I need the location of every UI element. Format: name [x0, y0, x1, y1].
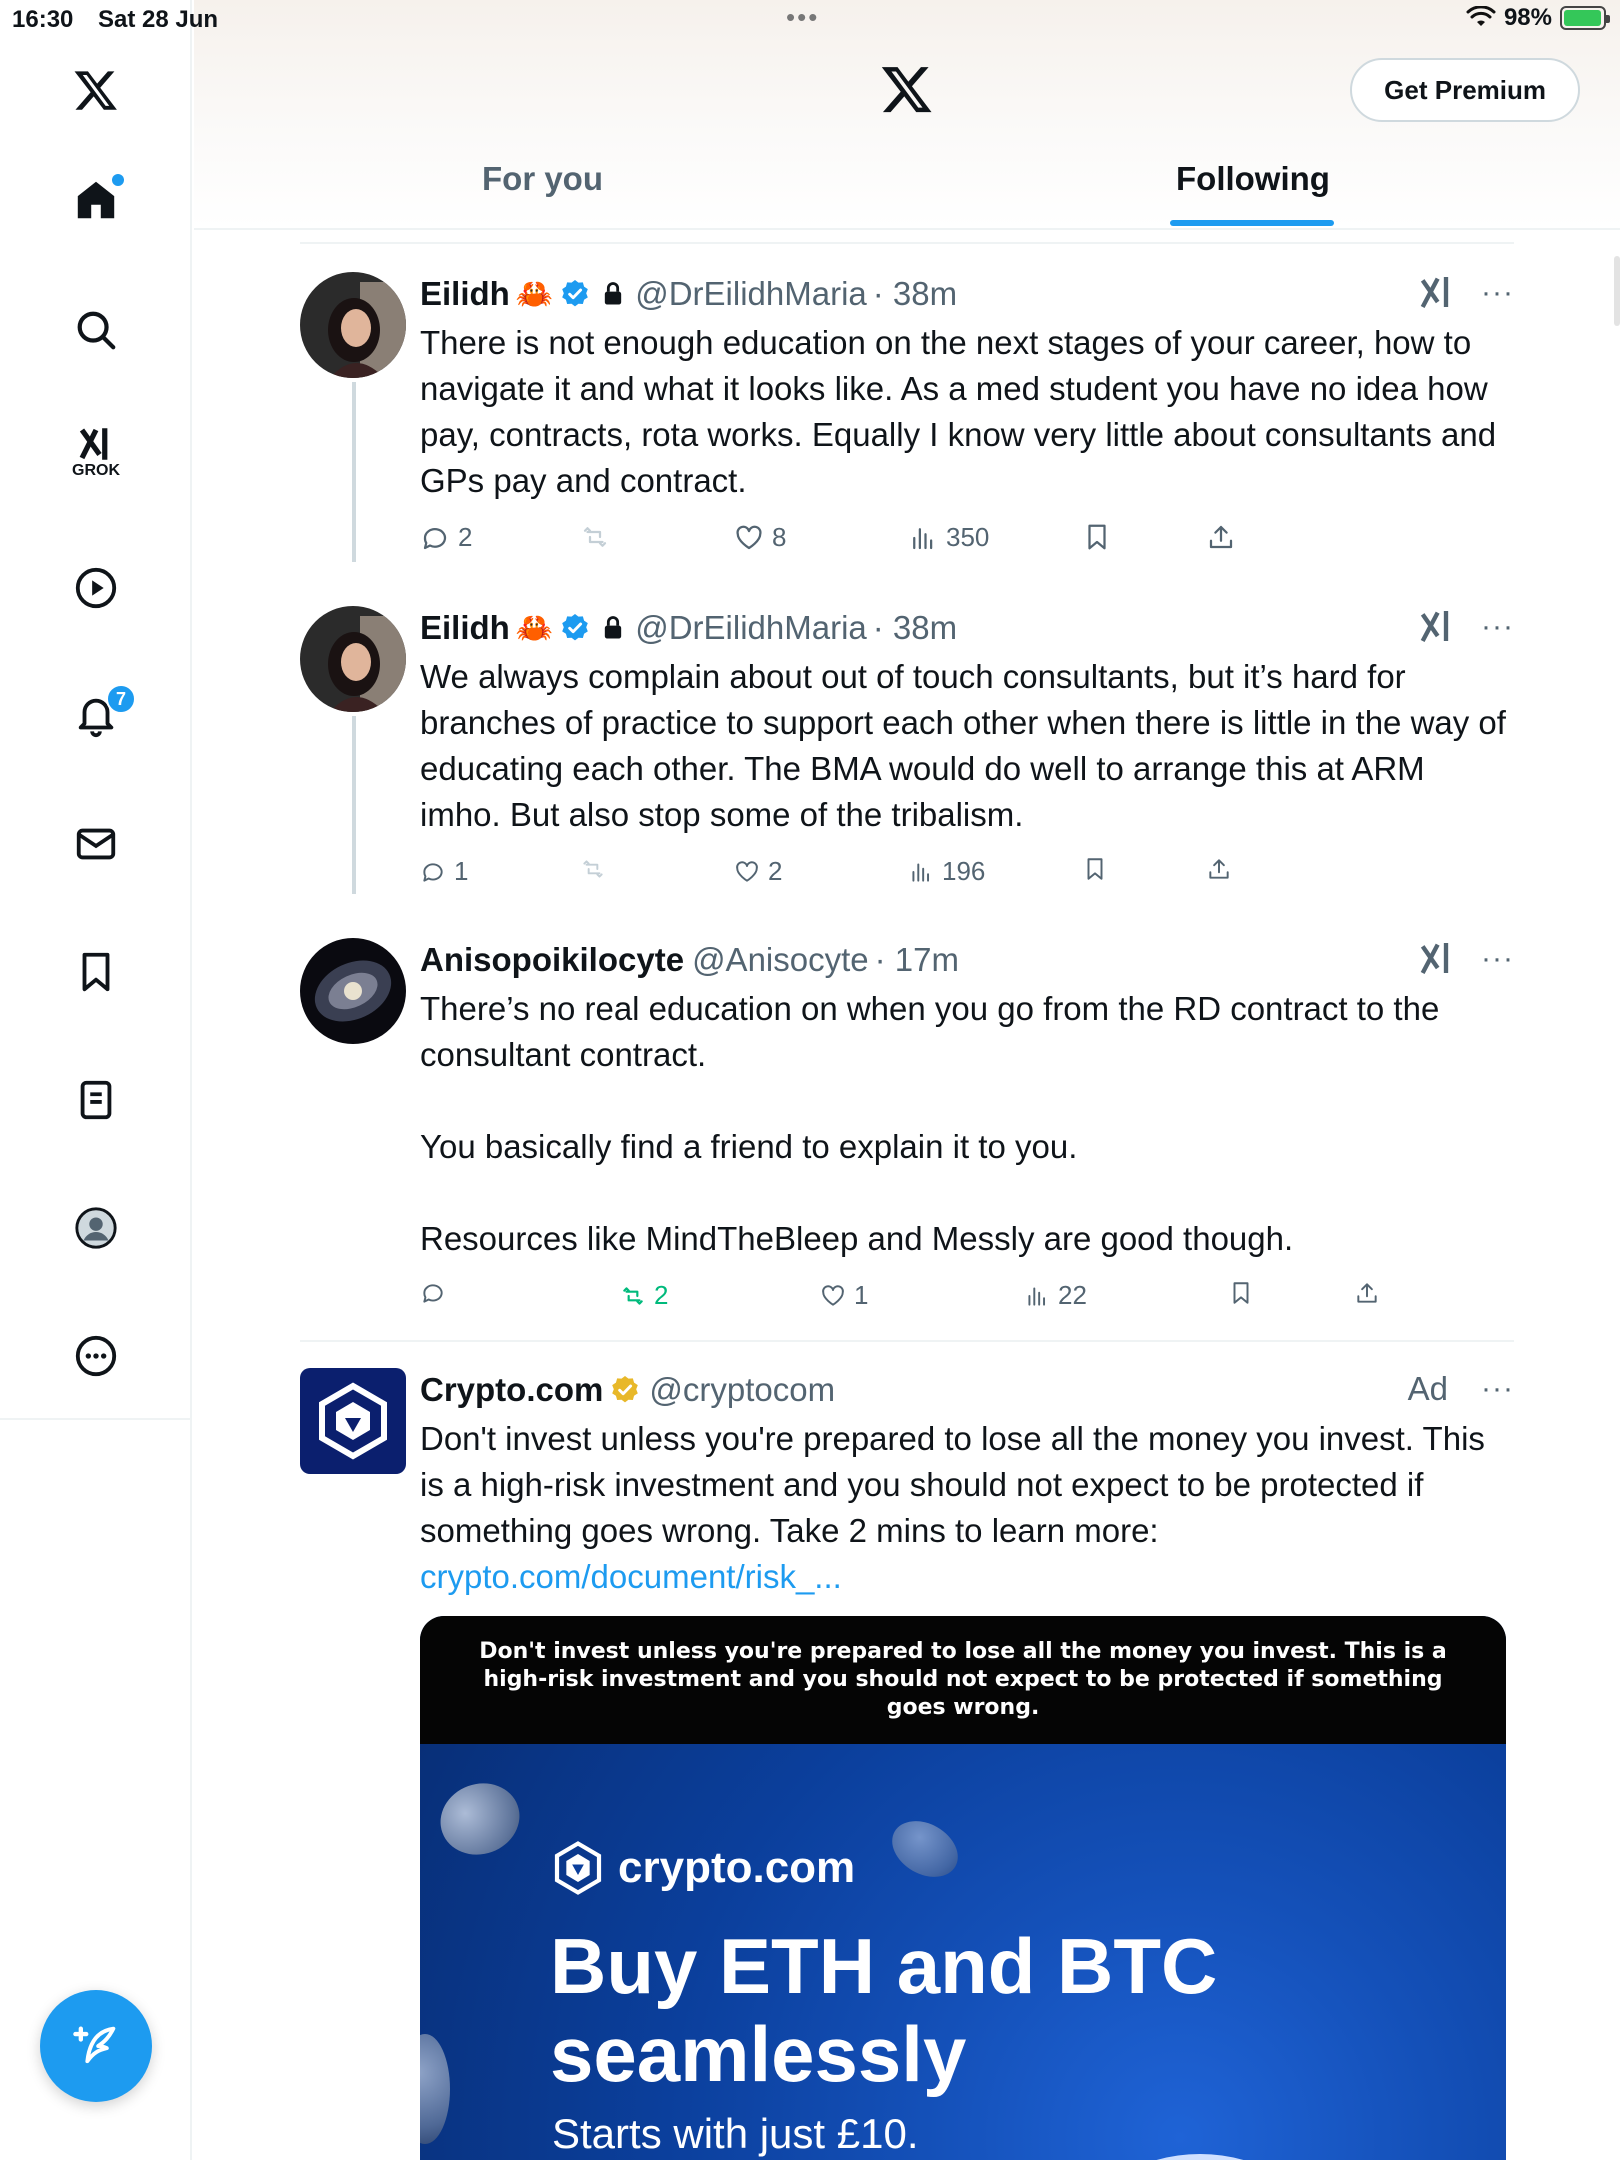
repost-icon [620, 1283, 646, 1309]
share-button[interactable] [1206, 856, 1232, 882]
like-count: 2 [768, 856, 783, 886]
repost-button[interactable] [580, 522, 610, 552]
author-handle[interactable]: @cryptocom [649, 1371, 836, 1408]
like-count: 8 [772, 522, 787, 552]
feed-divider [300, 1340, 1514, 1342]
decorative-coin [420, 2034, 450, 2144]
more-options-icon[interactable]: ··· [1481, 1372, 1514, 1405]
ad-subline: Starts with just £10. [552, 2110, 919, 2157]
post-time[interactable]: · 38m [872, 275, 958, 312]
like-heart-icon [734, 859, 760, 885]
ad-brand [550, 1840, 855, 1896]
reply-button[interactable] [420, 522, 472, 553]
post-time[interactable]: · 17m [874, 941, 959, 978]
share-button[interactable] [1354, 1280, 1380, 1306]
author-emoji: 🦀 [515, 277, 554, 311]
eth-coin-graphic [1040, 2154, 1360, 2160]
get-premium-button[interactable]: Get Premium [1350, 58, 1580, 122]
tweet-actions [420, 1270, 1514, 1330]
x-logo-icon[interactable] [70, 64, 122, 116]
views-button[interactable] [908, 522, 989, 553]
video-play-icon[interactable] [70, 562, 122, 614]
status-time: 16:30 [12, 6, 74, 33]
messages-envelope-icon[interactable] [70, 818, 122, 870]
ad-creative-card[interactable] [420, 1616, 1506, 2160]
repost-count: 2 [654, 1280, 669, 1310]
author-name[interactable]: Crypto.com [420, 1371, 604, 1408]
tweet-text: There is not enough education on the next stages of your career, how to navigate it and what it looks like. As a med student you have no idea how pay, contracts, rota works. Equally I know very little about consultants and GPs pay and contract. [420, 324, 1497, 499]
crypto-com-logo-icon [550, 1840, 606, 1896]
timeline-feed [194, 232, 1620, 2160]
ad-link[interactable]: crypto.com/document/risk_... [420, 1558, 842, 1595]
repost-icon [580, 522, 610, 552]
decorative-coin [430, 1772, 529, 1865]
grok-icon[interactable] [70, 426, 122, 478]
home-icon[interactable] [70, 174, 122, 226]
view-count: 196 [942, 856, 986, 886]
repost-icon [580, 856, 606, 882]
more-options-icon[interactable]: ··· [1481, 610, 1514, 643]
bookmark-button[interactable] [1082, 856, 1108, 882]
share-upload-icon [1354, 1280, 1380, 1306]
avatar[interactable] [300, 938, 406, 1044]
reply-icon [420, 1280, 446, 1306]
like-button[interactable] [734, 522, 786, 553]
tweet-header [420, 272, 1514, 316]
tweet-text: We always complain about out of touch consultants, but it’s hard for branches of practice to support each other when there is little in the way of educating each other. The BMA would do well to arrange this at ARM imho. But also stop some of the tribalism. [420, 658, 1506, 833]
verified-gold-badge-icon [609, 1374, 641, 1406]
scrollbar[interactable] [1614, 256, 1620, 326]
ad-label: Ad [1407, 1370, 1448, 1407]
home-unread-dot [112, 174, 124, 186]
x-header-logo-icon[interactable] [880, 62, 934, 116]
grok-explain-icon[interactable] [1416, 606, 1456, 646]
reply-icon [420, 859, 446, 885]
views-chart-icon [908, 523, 938, 553]
multitask-dots-icon[interactable]: ••• [786, 2, 820, 32]
bookmark-icon [1082, 856, 1108, 882]
tweet-header [420, 938, 1514, 982]
like-heart-icon [734, 523, 764, 553]
reply-count: 1 [454, 856, 469, 886]
tab-following[interactable]: Following [1176, 160, 1330, 197]
battery-percent: 98% [1503, 4, 1552, 31]
notifications-bell-icon[interactable] [70, 688, 126, 742]
author-name[interactable]: Eilidh [420, 275, 510, 312]
author-name[interactable]: Anisopoikilocyte [420, 941, 685, 978]
grok-explain-icon[interactable] [1416, 272, 1456, 312]
tweet-actions [420, 846, 1514, 906]
author-name[interactable]: Eilidh [420, 609, 510, 646]
views-button[interactable] [908, 856, 985, 887]
author-emoji: 🦀 [515, 611, 554, 645]
like-button[interactable] [820, 1280, 868, 1311]
reply-icon [420, 523, 450, 553]
author-handle[interactable]: @DrEilidhMaria [635, 609, 867, 646]
author-handle[interactable]: @Anisocyte [692, 941, 869, 978]
profile-avatar-icon[interactable] [70, 1202, 122, 1254]
reply-button[interactable] [420, 1280, 454, 1306]
share-upload-icon [1206, 856, 1232, 882]
like-button[interactable] [734, 856, 782, 887]
views-chart-icon [908, 859, 934, 885]
avatar[interactable] [300, 1368, 406, 1474]
search-icon[interactable] [70, 304, 122, 356]
share-upload-icon [1206, 522, 1236, 552]
compose-post-button[interactable] [40, 1990, 152, 2102]
share-button[interactable] [1206, 522, 1236, 552]
decorative-coin [882, 1810, 968, 1888]
more-options-icon[interactable] [70, 1330, 122, 1382]
ad-disclaimer: Don't invest unless you're prepared to lose all the money you invest. This is a high-risk investment and you should not expect to be protected if something goes wrong. [420, 1616, 1506, 1744]
status-bar [0, 0, 1620, 40]
more-options-icon[interactable]: ··· [1481, 942, 1514, 975]
sidebar-divider [0, 1418, 192, 1420]
avatar[interactable] [300, 606, 406, 712]
notification-count-badge: 7 [106, 684, 136, 714]
view-count: 350 [946, 522, 990, 552]
repost-button[interactable] [580, 856, 606, 882]
tweet-header [420, 1368, 1514, 1412]
tweet-header [420, 606, 1514, 650]
like-heart-icon [820, 1283, 846, 1309]
bookmark-button[interactable] [1228, 1280, 1254, 1306]
grok-label: GROK [72, 462, 120, 479]
active-tab-indicator [1170, 220, 1334, 226]
verified-badge-icon [559, 612, 591, 644]
reply-button[interactable] [420, 856, 468, 887]
feed-divider [300, 242, 1514, 244]
wifi-icon [1466, 6, 1496, 30]
author-handle[interactable]: @DrEilidhMaria [635, 275, 867, 312]
reply-count: 2 [458, 522, 473, 552]
like-count: 1 [854, 1280, 869, 1310]
view-count: 22 [1058, 1280, 1087, 1310]
avatar[interactable] [300, 272, 406, 378]
tweet-text: There’s no real education on when you go from the RD contract to the consultant contract. You basically find a friend to explain it to you. Resources like MindTheBleep and Messly are good though. [420, 990, 1440, 1257]
status-right [1466, 4, 1606, 32]
status-date: Sat 28 Jun [98, 6, 219, 33]
bookmark-icon [1228, 1280, 1254, 1306]
sidebar [0, 0, 192, 2160]
ad-visual [420, 1744, 1506, 2160]
tweet-text: Don't invest unless you're prepared to lose all the money you invest. This is a high-risk investment and you should not expect to be protected if something goes wrong. Take 2 mins to learn more: [420, 1420, 1485, 1549]
thread-connector [352, 382, 356, 562]
views-chart-icon [1024, 1283, 1050, 1309]
tweet-actions [420, 512, 1514, 572]
ad-brand-name: crypto.com [618, 1843, 856, 1892]
compose-feather-icon [70, 2020, 122, 2072]
tab-for-you[interactable]: For you [482, 160, 603, 197]
bookmark-button[interactable] [1082, 522, 1112, 552]
grok-explain-icon[interactable] [1416, 938, 1456, 978]
post-time[interactable]: · 38m [872, 609, 958, 646]
repost-button[interactable] [620, 1280, 668, 1311]
views-button[interactable] [1024, 1280, 1087, 1311]
more-options-icon[interactable]: ··· [1481, 276, 1514, 309]
protected-lock-icon [599, 614, 627, 642]
battery-icon [1560, 6, 1606, 30]
bookmark-icon [1082, 522, 1112, 552]
lists-icon[interactable] [70, 1074, 122, 1126]
protected-lock-icon [599, 280, 627, 308]
bookmarks-icon[interactable] [70, 946, 122, 998]
verified-badge-icon [559, 278, 591, 310]
thread-connector [352, 716, 356, 894]
ad-headline: Buy ETH and BTC seamlessly [550, 1922, 1218, 2098]
